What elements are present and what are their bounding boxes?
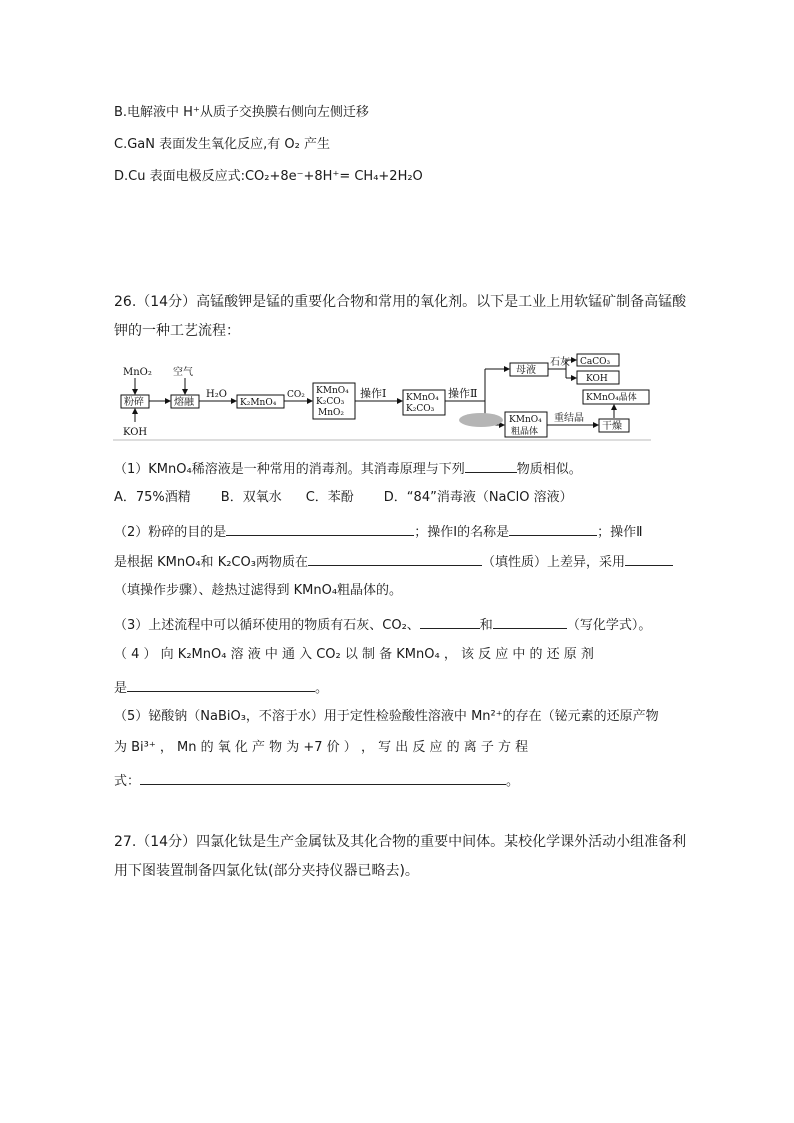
q26-part2-blank2[interactable] bbox=[509, 521, 597, 536]
q26-part4-b: 。 bbox=[315, 681, 329, 696]
q26-part2-a: （2）粉碎的目的是 bbox=[114, 525, 227, 540]
q26-part2-line2 bbox=[114, 551, 673, 572]
q26-part3-blank2[interactable] bbox=[493, 614, 567, 629]
q26-part5-a: 式： bbox=[114, 774, 141, 789]
q26-part3-a: （3）上述流程中可以循环使用的物质有石灰、CO₂、 bbox=[114, 618, 420, 633]
q26-part5-line2: 为 Bi³⁺ ， Mn 的 氧 化 产 物 为 +7 价 ） ， 写 出 反 应 的 离 子 方 程 bbox=[114, 740, 529, 755]
option-c: C.GaN 表面发生氧化反应,有 O₂ 产生 bbox=[114, 137, 330, 152]
dry-label: 干燥 bbox=[602, 421, 622, 432]
q26-part1-end: 物质相似。 bbox=[516, 462, 582, 477]
filtrate-k2co3-label: K₂CO₃ bbox=[406, 404, 435, 414]
mix-k2co3-label: K₂CO₃ bbox=[316, 397, 345, 407]
crude-crystal-label: 粗晶体 bbox=[511, 427, 539, 437]
q26-part4-line2 bbox=[114, 677, 328, 698]
air-label: 空气 bbox=[173, 367, 193, 378]
option-d: D.Cu 表面电极反应式:CO₂+8e⁻+8H⁺= CH₄+2H₂O bbox=[114, 169, 423, 184]
q26-intro-line2: 钾的一种工艺流程： bbox=[114, 323, 240, 339]
co2-label: CO₂ bbox=[287, 390, 305, 400]
q26-intro-line1: 26.（14分）高锰酸钾是锰的重要化合物和常用的氧化剂。以下是工业上用软锰矿制备高锰酸 bbox=[114, 294, 687, 310]
q26-part2-b: ；操作Ⅰ的名称是 bbox=[414, 525, 510, 540]
option-d: D．“84”消毒液（NaClO 溶液） bbox=[383, 490, 573, 505]
crystal-label: KMnO₄晶体 bbox=[586, 393, 637, 403]
option-c: C．苯酚 bbox=[305, 490, 354, 505]
q26-part3-line bbox=[114, 614, 651, 635]
mno2-label: MnO₂ bbox=[123, 367, 152, 378]
q26-part5-b: 。 bbox=[506, 774, 520, 789]
mix-kmno4-label: KMnO₄ bbox=[316, 386, 349, 396]
q26-part1-options bbox=[114, 489, 573, 507]
option-b: B.电解液中 H⁺从质子交换膜右侧向左侧迁移 bbox=[114, 105, 369, 120]
q27-line2: 用下图装置制备四氯化钛(部分夹持仪器已略去)。 bbox=[114, 863, 419, 879]
q26-part1-stem: （1）KMnO₄稀溶液是一种常用的消毒剂。其消毒原理与下列 bbox=[114, 462, 465, 477]
option-a: A．75%酒精 bbox=[114, 490, 191, 505]
q26-part2-e: （填性质）上差异，采用 bbox=[481, 555, 625, 570]
q26-part2-line1 bbox=[114, 521, 643, 542]
mix-mno2-label: MnO₂ bbox=[318, 408, 344, 418]
h2o-label: H₂O bbox=[206, 389, 227, 400]
q26-part1-line bbox=[114, 458, 582, 479]
operation-2-label: 操作Ⅱ bbox=[448, 387, 478, 400]
q26-part2-blank1[interactable] bbox=[226, 521, 414, 536]
process-flowchart bbox=[113, 350, 651, 442]
crude-kmno4-label: KMnO₄ bbox=[509, 415, 542, 425]
q27-line1: 27.（14分）四氯化钛是生产金属钛及其化合物的重要中间体。某校化学课外活动小组准备利 bbox=[114, 834, 687, 850]
q26-part4-line1: （ 4 ） 向 K₂MnO₄ 溶 液 中 通 入 CO₂ 以 制 备 KMnO₄ ， 该 反 应 中 的 还 原 剂 bbox=[114, 647, 594, 662]
q26-part5-line3 bbox=[114, 770, 519, 791]
q26-part2-f: （填操作步骤）、趁热过滤得到 KMnO₄粗晶体的。 bbox=[114, 583, 403, 598]
q26-part1-blank[interactable] bbox=[465, 458, 517, 473]
option-b: B．双氧水 bbox=[220, 490, 282, 505]
q26-part3-blank1[interactable] bbox=[420, 614, 480, 629]
q26-part2-c: ；操作Ⅱ bbox=[597, 525, 643, 540]
q26-part2-blank4[interactable] bbox=[625, 551, 673, 566]
q26-part4-a: 是 bbox=[114, 681, 128, 696]
q26-part5-blank[interactable] bbox=[140, 770, 506, 785]
mother-liquor-label: 母液 bbox=[516, 365, 536, 376]
q26-part5-line1: （5）铋酸钠（NaBiO₃，不溶于水）用于定性检验酸性溶液中 Mn²⁺的存在（铋元素的还原产物 bbox=[114, 709, 659, 724]
filtrate-kmno4-label: KMnO₄ bbox=[406, 393, 439, 403]
koh-out-label: KOH bbox=[586, 374, 608, 384]
melt-label: 熔融 bbox=[174, 397, 194, 408]
q26-part2-blank3[interactable] bbox=[308, 551, 482, 566]
recrystallize-label: 重结晶 bbox=[554, 413, 584, 424]
lime-label: 石灰 bbox=[550, 357, 570, 368]
smudge-mark bbox=[459, 413, 503, 427]
koh-in-label: KOH bbox=[123, 427, 148, 438]
crush-label: 粉碎 bbox=[124, 397, 144, 408]
q26-part3-b: 和 bbox=[479, 618, 493, 633]
k2mno4-label: K₂MnO₄ bbox=[240, 398, 277, 408]
caco3-label: CaCO₃ bbox=[580, 357, 611, 367]
q26-part4-blank[interactable] bbox=[127, 677, 315, 692]
operation-1-label: 操作Ⅰ bbox=[360, 387, 387, 400]
q26-part3-c: （写化学式）。 bbox=[566, 618, 652, 633]
q26-part2-d: 是根据 KMnO₄和 K₂CO₃两物质在 bbox=[114, 555, 308, 570]
